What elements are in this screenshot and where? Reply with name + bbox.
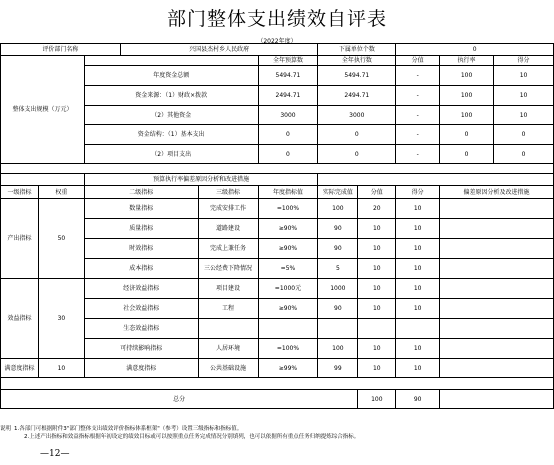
- target-value: ≥99%: [258, 359, 318, 378]
- reason-value: [440, 239, 554, 259]
- page-number: —12—: [40, 449, 70, 459]
- col-score: 分值: [396, 56, 440, 66]
- score-value: 10: [358, 219, 396, 239]
- score-value: 10: [358, 259, 396, 279]
- budget-value: 3000: [258, 106, 318, 125]
- indicator-row: [1, 279, 554, 299]
- budget-row: [1, 66, 554, 86]
- points-value: 10: [396, 279, 440, 299]
- points-value: 10: [494, 86, 554, 106]
- header-actual: 实际完成值: [318, 186, 358, 199]
- note-line-2: 2.上述产出指标和效益指标根据年初设定的绩效目标或可以按照重点任务完成情况分别填列，也可以依据所有重点任务归纳提炼综合指标。: [24, 434, 360, 440]
- units-value: 0: [396, 44, 554, 56]
- budget-row-label: 年度资金总额: [84, 66, 258, 86]
- budget-row: [1, 145, 554, 164]
- level3-indicator: [198, 319, 258, 339]
- actual-value: 90: [318, 219, 358, 239]
- rate-value: 0: [440, 125, 494, 145]
- budget-value: 0: [258, 125, 318, 145]
- points-value: 10: [396, 259, 440, 279]
- actual-value: 5: [318, 259, 358, 279]
- page-title: 部门整体支出绩效自评表: [166, 8, 387, 30]
- indicator-row: [1, 259, 554, 279]
- actual-value: 90: [318, 299, 358, 319]
- level3-indicator: 工程: [198, 299, 258, 319]
- budget-row: [1, 86, 554, 106]
- points-value: [396, 319, 440, 339]
- evaluation-table: [0, 43, 554, 409]
- actual-value: [318, 319, 358, 339]
- score-value: -: [396, 86, 440, 106]
- dept-row: [1, 44, 554, 56]
- actual-value: 5494.71: [318, 66, 396, 86]
- level2-indicator: 质量指标: [84, 219, 198, 239]
- reason-value: [440, 259, 554, 279]
- level1-indicator: 效益指标: [1, 279, 39, 359]
- col-points: 得分: [494, 56, 554, 66]
- level3-indicator: 人居环境: [198, 339, 258, 359]
- col-rate: 执行率: [440, 56, 494, 66]
- level2-indicator: 成本指标: [84, 259, 198, 279]
- score-value: 20: [358, 199, 396, 219]
- indicator-row: [1, 299, 554, 319]
- level2-indicator: 满意度指标: [84, 359, 198, 378]
- target-value: ≥90%: [258, 299, 318, 319]
- actual-value: 100: [318, 199, 358, 219]
- notes: [0, 425, 554, 441]
- points-value: 10: [494, 106, 554, 125]
- spacer-row: [1, 164, 554, 174]
- level3-indicator: 项目建设: [198, 279, 258, 299]
- col-budget: 全年预算数: [258, 56, 318, 66]
- header-points: 得分: [396, 186, 440, 199]
- col-actual: 全年执行数: [318, 56, 396, 66]
- header-level3: 三级指标: [198, 186, 258, 199]
- level2-indicator: 社会效益指标: [84, 299, 198, 319]
- level3-indicator: 三公经费下降情况: [198, 259, 258, 279]
- level2-indicator: 生态效益指标: [84, 319, 198, 339]
- rate-value: 100: [440, 106, 494, 125]
- reason-value: [440, 359, 554, 378]
- budget-row-label: （2）其他资金: [84, 106, 258, 125]
- score-value: 10: [358, 299, 396, 319]
- spacer-row: [1, 378, 554, 390]
- reason-value: [440, 319, 554, 339]
- actual-value: 3000: [318, 106, 396, 125]
- dept-value: 兴国县杰村乡人民政府: [120, 44, 318, 56]
- target-value: ≥90%: [258, 239, 318, 259]
- actual-value: 1000: [318, 279, 358, 299]
- analysis-label: 预算执行率偏差原因分析和改进措施: [84, 174, 318, 186]
- level2-indicator: 数量指标: [84, 199, 198, 219]
- spacer-cell: [1, 378, 554, 390]
- actual-value: 0: [318, 125, 396, 145]
- total-row: [1, 390, 554, 409]
- spacer-cell: [1, 164, 554, 174]
- target-value: =1000元: [258, 279, 318, 299]
- reason-value: [440, 219, 554, 239]
- budget-row-label: 资金来源：（1）财政×拨款: [84, 86, 258, 106]
- actual-value: 100: [318, 339, 358, 359]
- header-reason: 偏差原因分析及改进措施: [440, 186, 554, 199]
- level2-indicator: 经济效益指标: [84, 279, 198, 299]
- indicator-row: [1, 199, 554, 219]
- score-value: 10: [358, 359, 396, 378]
- level3-indicator: 完成安排工作: [198, 199, 258, 219]
- points-value: 10: [396, 239, 440, 259]
- dept-label: 评价部门名称: [1, 44, 121, 56]
- score-value: -: [396, 145, 440, 164]
- indicator-row: [1, 339, 554, 359]
- level1-indicator: 产出指标: [1, 199, 39, 279]
- target-value: [258, 319, 318, 339]
- actual-value: 2494.71: [318, 86, 396, 106]
- indicator-header-row: [1, 186, 554, 199]
- level3-indicator: 道路建设: [198, 219, 258, 239]
- total-score: 100: [358, 390, 396, 409]
- indicator-row: [1, 319, 554, 339]
- points-value: 10: [494, 66, 554, 86]
- score-value: 10: [358, 339, 396, 359]
- points-value: 10: [396, 359, 440, 378]
- points-value: 10: [396, 339, 440, 359]
- budget-row: [1, 106, 554, 125]
- notes-prefix: 说明: [0, 426, 12, 432]
- level3-indicator: 公共基础设施: [198, 359, 258, 378]
- note-line-1: 1.各部门可根据附件3"部门整体支出绩效评价指标体系框架"（参考）设置三级指标和指标值。: [14, 426, 243, 432]
- budget-value: 2494.71: [258, 86, 318, 106]
- target-value: ≥90%: [258, 219, 318, 239]
- score-value: 10: [358, 239, 396, 259]
- analysis-value: [318, 174, 554, 186]
- actual-value: 0: [318, 145, 396, 164]
- budget-section-label: 整体支出规模（万元）: [1, 56, 85, 164]
- level3-indicator: 完成上兼任务: [198, 239, 258, 259]
- total-blank: [440, 390, 554, 409]
- weight-value: 30: [38, 279, 84, 359]
- points-value: 10: [396, 199, 440, 219]
- actual-value: 99: [318, 359, 358, 378]
- reason-value: [440, 279, 554, 299]
- score-value: -: [396, 125, 440, 145]
- budget-value: 0: [258, 145, 318, 164]
- level2-indicator: 时效指标: [84, 239, 198, 259]
- target-value: =100%: [258, 199, 318, 219]
- rate-value: 100: [440, 86, 494, 106]
- score-value: -: [396, 66, 440, 86]
- indicator-row: [1, 239, 554, 259]
- header-level1: 一级指标: [1, 186, 39, 199]
- analysis-row: [1, 174, 554, 186]
- target-value: =5%: [258, 259, 318, 279]
- score-value: -: [396, 106, 440, 125]
- indicator-row: [1, 219, 554, 239]
- weight-value: 10: [38, 359, 84, 378]
- reason-value: [440, 299, 554, 319]
- rate-value: 0: [440, 145, 494, 164]
- units-label: 下属单位个数: [318, 44, 396, 56]
- weight-value: 50: [38, 199, 84, 279]
- header-score: 分值: [358, 186, 396, 199]
- report-year: （2022年度）: [257, 38, 297, 45]
- level1-indicator: 满意度指标: [1, 359, 39, 378]
- points-value: 10: [396, 299, 440, 319]
- points-value: 10: [396, 219, 440, 239]
- analysis-blank: [1, 174, 85, 186]
- budget-value: 5494.71: [258, 66, 318, 86]
- reason-value: [440, 339, 554, 359]
- header-level2: 二级指标: [84, 186, 198, 199]
- total-label: 总分: [1, 390, 358, 409]
- header-target: 年度指标值: [258, 186, 318, 199]
- target-value: =100%: [258, 339, 318, 359]
- indicator-row: [1, 359, 554, 378]
- actual-value: 90: [318, 239, 358, 259]
- reason-value: [440, 199, 554, 219]
- score-value: 10: [358, 279, 396, 299]
- budget-row-label: （2）项目支出: [84, 145, 258, 164]
- total-points: 90: [396, 390, 440, 409]
- header-weight: 权重: [38, 186, 84, 199]
- budget-row: [1, 125, 554, 145]
- score-value: [358, 319, 396, 339]
- points-value: 0: [494, 125, 554, 145]
- level2-indicator: 可持续影响指标: [84, 339, 198, 359]
- rate-value: 100: [440, 66, 494, 86]
- points-value: 0: [494, 145, 554, 164]
- budget-header-row: [1, 56, 554, 66]
- budget-row-label: 资金结构：（1）基本支出: [84, 125, 258, 145]
